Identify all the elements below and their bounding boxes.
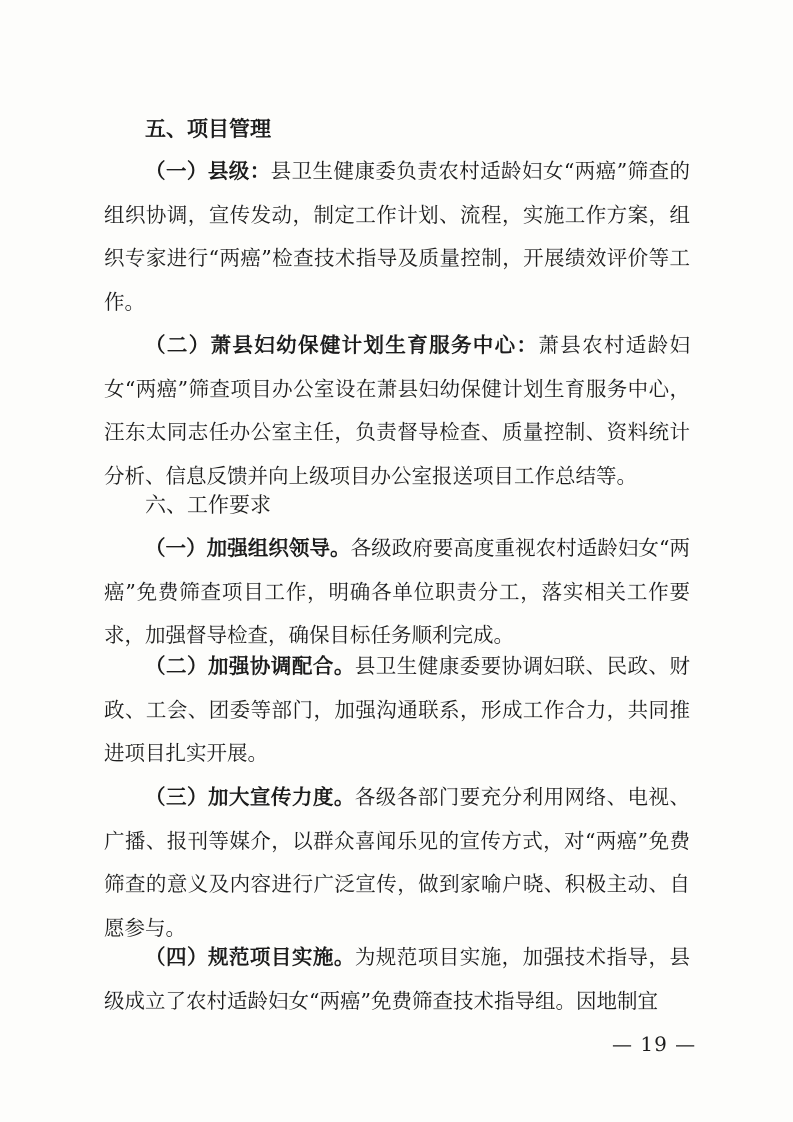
paragraph-lead: （四）规范项目实施。 [145,945,355,969]
section-5-heading: 五、项目管理 [145,116,271,141]
paragraph-text: 各级政府要高度重视农村适龄妇女“两癌”免费筛查项目工作，明确各单位职责分工，落实相关工作要求，加强督导检查，确保目标任务顺利完成。 [104,536,691,647]
paragraph-lead: （一）加强组织领导。 [145,536,351,560]
paragraph-lead: （二）加强协调配合。 [145,654,355,678]
page-number: — 19 — [612,1032,697,1056]
paragraph-text: 萧县农村适龄妇女“两癌”筛查项目办公室设在萧县妇幼保健计划生育服务中心，汪东太同志任办公室主任，负责督导检查、质量控制、资料统计分析、信息反馈并向上级项目办公室报送项目工作总结等。 [104,333,690,488]
paragraph-text: 县卫生健康委负责农村适龄妇女“两癌”筛查的组织协调，宣传发动，制定工作计划、流程，实施工作方案，组织专家进行“两癌”检查技术指导及质量控制，开展绩效评价等工作。 [104,159,691,314]
paragraph-text: 县卫生健康委要协调妇联、民政、财政、工会、团委等部门，加强沟通联系，形成工作合力，共同推进项目扎实开展。 [104,654,691,765]
section-6-paragraph-3 [104,776,690,950]
section-6-paragraph-1 [104,527,690,658]
paragraph-text: 各级各部门要充分利用网络、电视、广播、报刊等媒介，以群众喜闻乐见的宣传方式，对“两癌”免费筛查的意义及内容进行广泛宣传，做到家喻户晓、积极主动、自愿参与。 [104,785,691,940]
paragraph-lead: （三）加大宣传力度。 [145,785,355,809]
section-5-paragraph-2 [104,324,690,498]
section-6-paragraph-4 [104,936,690,1023]
section-5-paragraph-1 [104,150,690,324]
paragraph-text: 为规范项目实施，加强技术指导，县级成立了农村适龄妇女“两癌”免费筛查技术指导组。因地制宜 [104,945,691,1013]
paragraph-lead: （一）县级： [145,159,271,183]
section-6-heading: 六、工作要求 [145,493,271,517]
section-6-paragraph-2 [104,645,690,776]
paragraph-lead: （二）萧县妇幼保健计划生育服务中心： [145,333,539,357]
